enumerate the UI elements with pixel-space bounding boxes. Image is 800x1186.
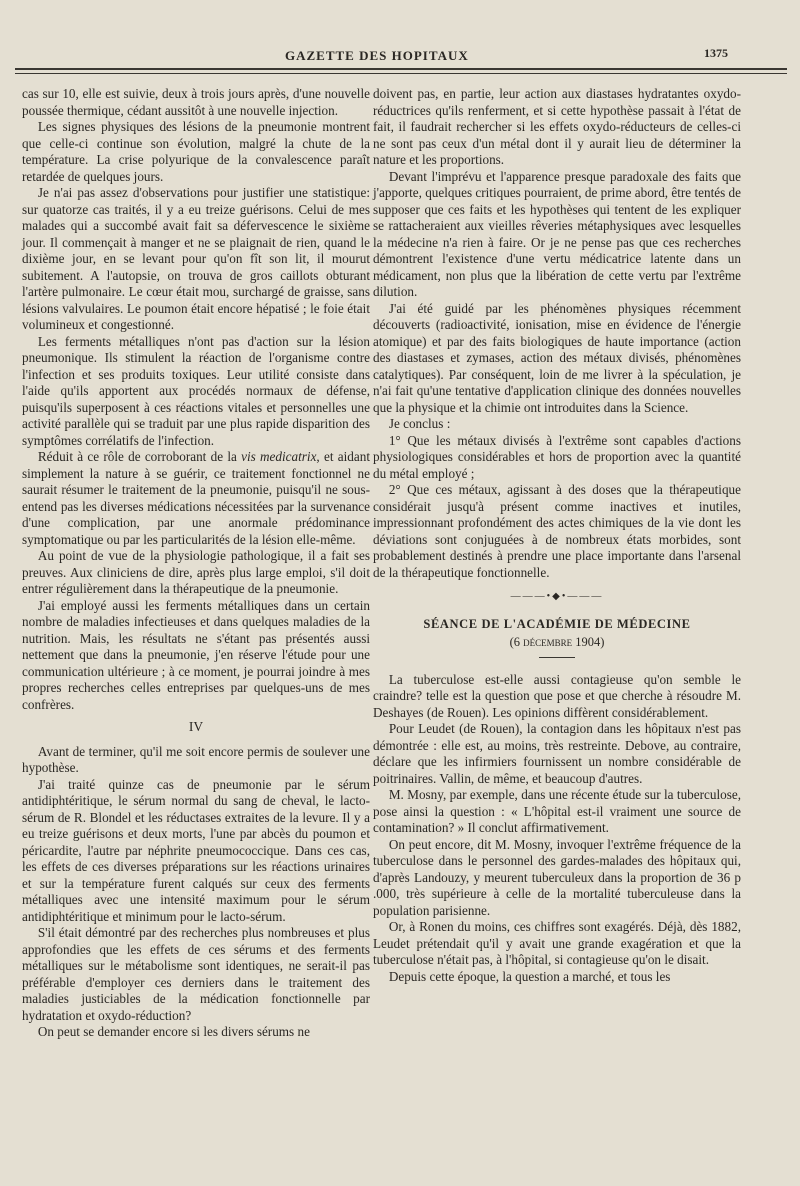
paragraph: J'ai employé aussi les ferments métalliques dans un certain nombre de maladies infectieuses et dans quelques maladies de la nutrition. Mais, les résultats ne s'étant pas présentés aussi nettement que dans la pneumonie, j'en réserve l'étude pour une communication ultérieure ; à ce moment, je pourrai joindre à mes propres recherches celles entreprises par quelques-uns de mes confrères. [22,597,370,712]
paragraph: Les signes physiques des lésions de la pneumonie montrent que celle-ci continue son évolution, malgré la chute de la température. La crise polyurique de la convalescence paraît retardée de quelques jours. [22,119,370,184]
paragraph: J'ai traité quinze cas de pneumonie par le sérum antidiphtéritique, le sérum normal du sang de cheval, le lacto-sérum de R. Blondel et les réductases extraites de la levure. Il y a eu treize guérisons et deux morts, l'une par abcès du poumon et péricardite, l'autre par néphrite pneumococcique. Dans ces cas, les effets de ces diverses préparations sur les réactions urinaires et sur la température furent calqués sur ceux des ferments métalliques avec une intensité maximum pour le sérum antidiphtéritique et minimum pour le lacto-sérum. [22,776,370,924]
header-rule [15,68,787,74]
paragraph: On peut se demander encore si les divers sérums ne [37,1024,310,1039]
date-month: décembre [523,635,573,649]
paragraph: 1° Que les métaux divisés à l'extrême sont capables d'actions physiologiques considérables et hors de proportion avec la quantité du métal employé ; [373,432,741,481]
paragraph: J'ai été guidé par les phénomènes physiques récemment découverts (radioactivité, ionisation, mise en évidence de l'énergie atomique) et par des faits biologiques de haute importance (action des diastases et zymases, action des métaux divisés, phénomènes catalytiques). Par conséquent, loin de me livrer à la spéculation, je n'ai fait qu'une tentative d'application clinique des données nouvelles que la physique et la chimie ont introduites dans la Science. [373,300,741,415]
section-date [373,634,741,651]
paragraph: Au point de vue de la physiologie pathologique, il a fait ses preuves. Aux cliniciens de dire, après plus large emploi, s'il doit entrer régulièrement dans la thérapeutique de la pneumonie. [22,548,370,596]
page-number: 1375 [704,46,728,60]
text-run: Réduit à ce rôle de corroborant de la [37,449,242,464]
paragraph: Pour Leudet (de Rouen), la contagion dans les hôpitaux n'est pas démontrée : elle est, au moins, très restreinte. Debove, au contraire, déclare que les infirmiers fournissent un nombre considérable de poitrinaires. Vallin, de même, et beaucoup d'autres. [373,721,741,786]
paragraph: S'il était démontré par des recherches plus nombreuses et plus approfondies que les effets de ces sérums et des ferments métalliques sur le métabolisme sont identiques, ne serait-il pas préférable d'employer ces derniers dans le traitement des maladies justiciables de la médication fonctionnelle par hydratation et oxydo-réduction? [22,925,370,1023]
text-run: 1904) [572,635,605,649]
paragraph: M. Mosny, par exemple, dans une récente étude sur la tuberculose, pose ainsi la question : « L'hôpital est-il vraiment une source de contamination? » Il conclut affirmativement. [373,787,741,835]
paragraph: Avant de terminer, qu'il me soit encore permis de soulever une hypothèse. [22,743,370,775]
paragraph: doivent pas, en partie, leur action aux diastases hydratantes oxydo-réductrices qu'ils renferment, et si cette hypothèse passait à l'état de fait, il faudrait rechercher si les effets oxydo-réducteurs de celles-ci ne sont pas ceux d'un métal dont il y aurait lieu de déterminer la nature et les proportions. [373,86,741,167]
short-rule [539,657,575,658]
left-column [22,86,370,1041]
paragraph: Depuis cette époque, la question a marché, et tous les [388,968,671,984]
ornamental-divider: ———•◆•——— [510,591,604,602]
paragraph: La tuberculose est-elle aussi contagieuse qu'on semble le craindre? telle est la question que pose et que cherche à résoudre M. Deshayes (de Rouen). Les opinions diffèrent considérablement. [373,671,741,720]
paragraph: Or, à Ronen du moins, ces chiffres sont exagérés. Déjà, dès 1882, Leudet prétendait qu'il y avait une grande exagération et que la tuberculose n'était pas, à l'hôpital, si contagieuse qu'on le disait. [373,919,741,967]
paragraph: 2° Que ces métaux, agissant à des doses que la thérapeutique considérait jusqu'à présent comme inactives et inutiles, impressionnant profondément des actes chimiques de la vie dont les déviations sont conjuguées à de nombreux états morbides, sont probablement destinés à prendre une place importante dans l'arsenal de la thérapeutique fonctionnelle. [373,482,741,580]
paragraph [22,449,370,548]
paragraph: Je conclus : [388,416,451,431]
right-column [373,86,741,985]
running-header [0,46,800,66]
paragraph: cas sur 10, elle est suivie, deux à trois jours après, d'une nouvelle poussée thermique, cédant aussitôt à une nouvelle injection. [22,86,370,118]
text-run: , et aidant simplement la nature à se guérir, ce traitement fonctionnel ne saurait résumer le traitement de la pneumonie, puisqu'il ne sous-entend pas les diverses médications nécessitées par la survenance d'une complication, par une anormale prédominance symptomatique ou par les particularités de la lésion elle-même. [22,449,370,547]
paragraph: On peut encore, dit M. Mosny, invoquer l'extrême fréquence de la tuberculose dans le personnel des gardes-malades des hôpitaux qui, d'après Landouzy, y meurent tuberculeux dans la proportion de 36 p .000, très supérieure à celle de la mortalité tuberculeuse dans la population parisienne. [373,836,741,918]
section-heading: SÉANCE DE L'ACADÉMIE DE MÉDECINE [423,616,691,631]
journal-title: GAZETTE DES HOPITAUX [285,48,469,63]
section-number: IV [188,719,204,734]
paragraph: Je n'ai pas assez d'observations pour justifier une statistique: sur quatorze cas traités, il y a eu treize guérisons. Celui de mes malades qui a succombé avait fait sa défervescence le sixième jour. Il commençait à manger et ne se plaignait de rien, quand le dixième jour, en se levant pour qu'on fît son lit, il mourut subitement. A l'autopsie, on trouva de gros caillots obturant l'artère pulmonaire. Le cœur était mou, surchargé de graisse, sans lésions valvulaires. Le poumon était encore hépatisé ; le foie était volumineux et congestionné. [22,185,370,332]
paragraph: Les ferments métalliques n'ont pas d'action sur la lésion pneumonique. Ils stimulent la réaction de l'organisme contre l'infection et ses produits toxiques. Leur utilité consiste dans l'aide qu'ils apportent aux procédés normaux de défense, puisqu'ils superposent à ces réactions vitales et personnelles une activité parallèle qui se traduit par une plus rapide disparition des symptômes corrélatifs de l'infection. [22,333,370,448]
text-run: (6 [509,635,524,649]
paragraph: Devant l'imprévu et l'apparence presque paradoxale des faits que j'apporte, quelques critiques pourraient, de prime abord, être tentés de supposer que ces faits et les hypothèses qui tentent de les expliquer se rattacheraient aux vieilles rêveries métaphysiques avec lesquelles la médecine n'a rien à faire. Or je ne pense pas que ces recherches démontrent l'existence d'une vertu médicatrice latente dans un médicament, non plus que la libération de cette vertu par l'extrême dilution. [373,168,741,299]
italic-term: vis medicatrix [241,449,317,464]
